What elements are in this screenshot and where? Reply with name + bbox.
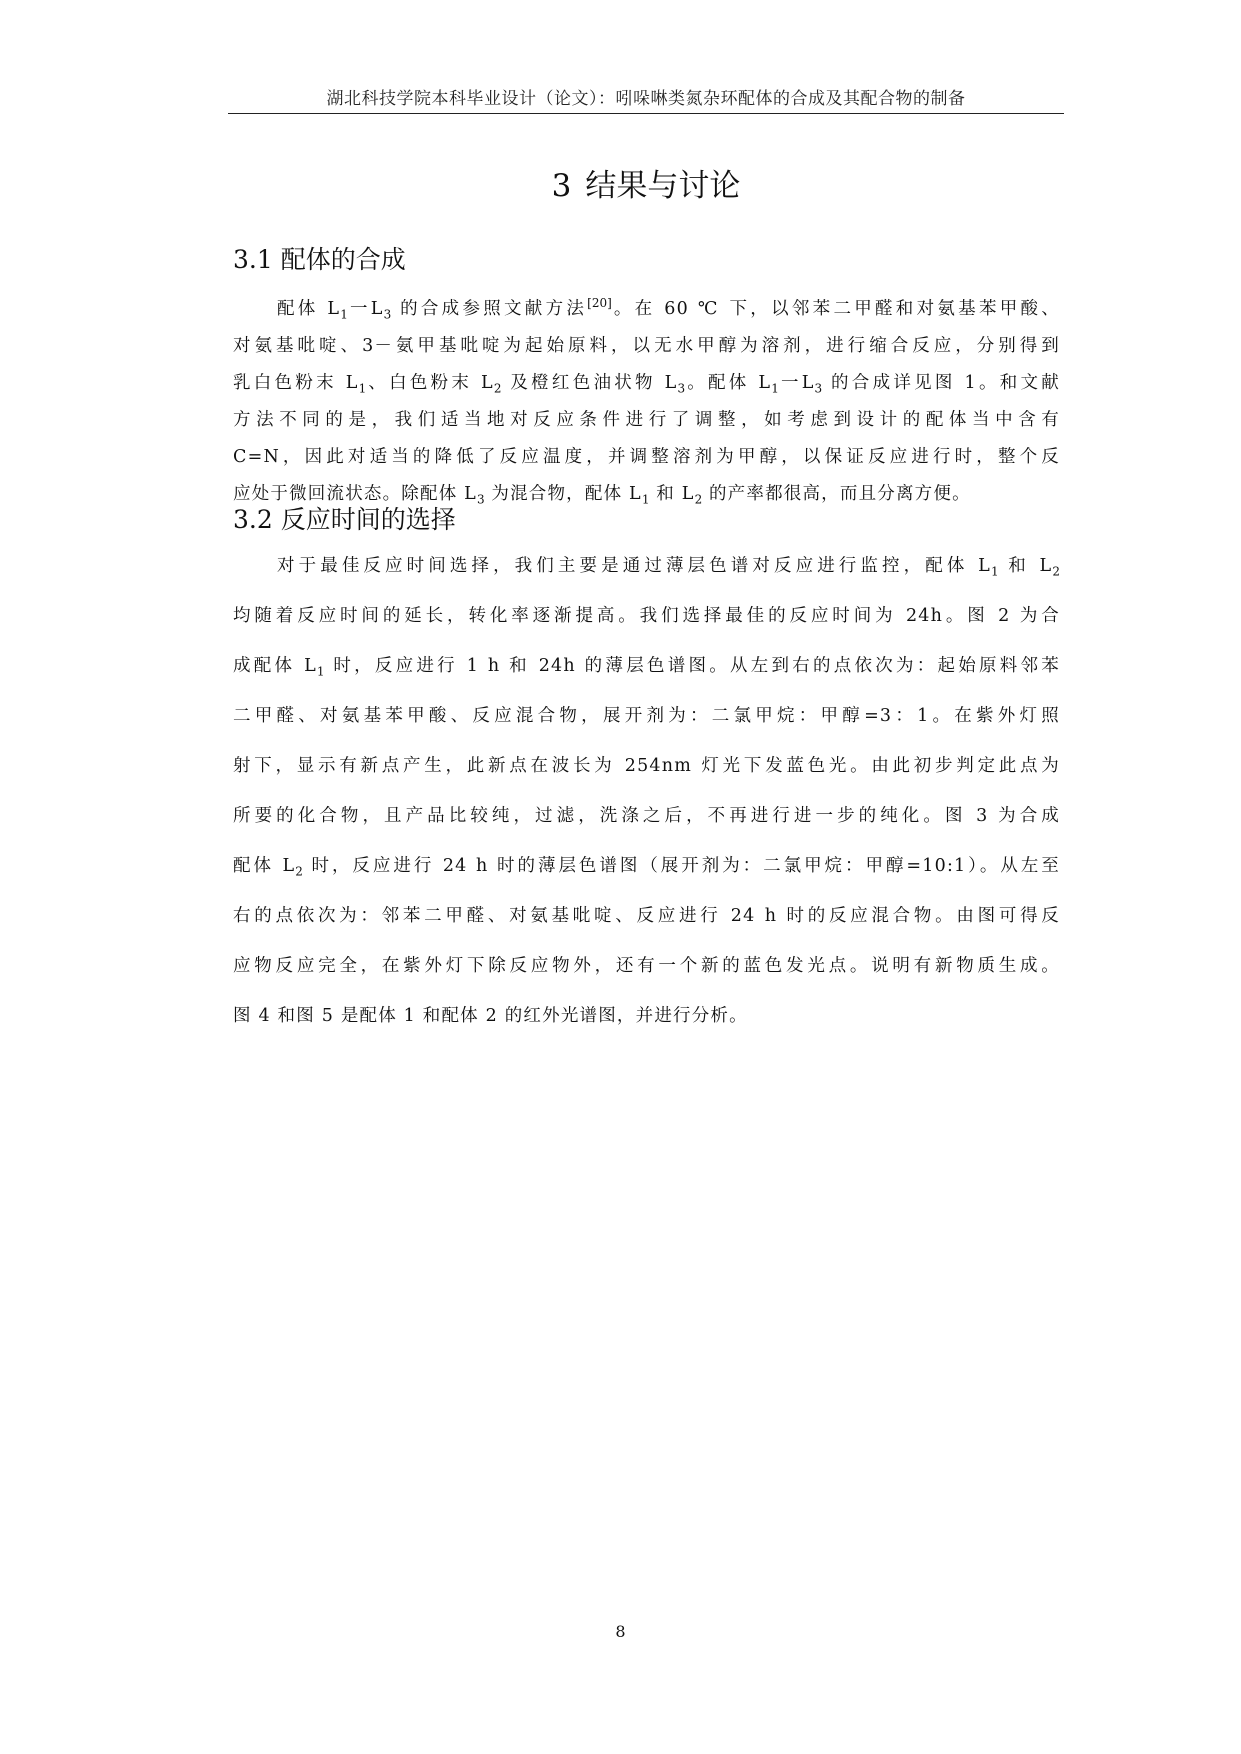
text-run: 二甲醛、对氨基苯甲酸、反应混合物，展开剂为：二氯甲烷：甲醇=3：1。在紫外灯照 bbox=[233, 706, 1060, 726]
ligand-subscript: 1 bbox=[316, 664, 325, 679]
paragraph-line bbox=[233, 791, 1060, 841]
text-run: 应处于微回流状态。除配体 L bbox=[233, 484, 477, 504]
text-run: 的合成参照文献方法 bbox=[391, 299, 588, 319]
text-run: 配体 L bbox=[277, 299, 341, 319]
citation-superscript: [20] bbox=[587, 296, 612, 311]
chapter-title bbox=[230, 160, 1062, 205]
paragraph-line bbox=[233, 439, 1060, 476]
paragraph-line bbox=[233, 365, 1060, 402]
paragraph-line bbox=[233, 591, 1060, 641]
ligand-subscript: 3 bbox=[677, 381, 686, 396]
section-3-2-paragraph bbox=[233, 541, 1060, 1041]
running-header: 湖北科技学院本科毕业设计（论文）：吲哚啉类氮杂环配体的合成及其配合物的制备 bbox=[326, 89, 966, 109]
text-run: 时，反应进行 1 h 和 24h 的薄层色谱图。从左到右的点依次为：起始原料邻苯 bbox=[324, 656, 1060, 676]
ligand-subscript: 1 bbox=[771, 381, 779, 396]
paragraph-line bbox=[233, 291, 1060, 328]
text-run: 时，反应进行 24 h 时的薄层色谱图（展开剂为：二氯甲烷：甲醇=10:1）。从左至 bbox=[302, 856, 1060, 876]
ligand-subscript: 2 bbox=[295, 864, 303, 879]
ligand-subscript: 1 bbox=[641, 492, 650, 507]
section-title-3-1: 3.1 配体的合成 bbox=[233, 245, 406, 274]
header-rule bbox=[228, 113, 1064, 114]
text-run: 应物反应完全，在紫外灯下除反应物外，还有一个新的蓝色发光点。说明有新物质生成。 bbox=[233, 956, 1060, 976]
text-run: 均随着反应时间的延长，转化率逐渐提高。我们选择最佳的反应时间为 24h。图 2 为合 bbox=[233, 606, 1060, 626]
text-run: 一L bbox=[778, 373, 815, 393]
text-run: 图 4 和图 5 是配体 1 和配体 2 的红外光谱图，并进行分析。 bbox=[233, 1006, 748, 1026]
paragraph-line bbox=[233, 841, 1060, 891]
paragraph-line bbox=[233, 541, 1060, 591]
ligand-subscript: 3 bbox=[814, 381, 823, 396]
text-run: 。配体 L bbox=[685, 373, 772, 393]
paragraph-line bbox=[233, 891, 1060, 941]
ligand-subscript: 3 bbox=[383, 307, 392, 322]
text-run: 所要的化合物，且产品比较纯，过滤，洗涤之后，不再进行进一步的纯化。图 3 为合成 bbox=[233, 806, 1060, 826]
text-run: 。在 60 ℃ 下，以邻苯二甲醛和对氨基苯甲酸、 bbox=[611, 299, 1061, 319]
chapter-title-text: 结果与讨论 bbox=[585, 168, 741, 204]
paragraph-line bbox=[233, 991, 1060, 1041]
text-run: 及橙红色油状物 L bbox=[501, 373, 678, 393]
ligand-subscript: 2 bbox=[493, 381, 502, 396]
text-run: 对于最佳反应时间选择，我们主要是通过薄层色谱对反应进行监控，配体 L bbox=[277, 556, 991, 576]
paragraph-line bbox=[233, 691, 1060, 741]
ligand-subscript: 2 bbox=[694, 492, 703, 507]
ligand-subscript: 1 bbox=[990, 564, 999, 579]
text-run: 、白色粉末 L bbox=[366, 373, 494, 393]
text-run: 为混合物，配体 L bbox=[484, 484, 642, 504]
text-run: 射下，显示有新点产生，此新点在波长为 254nm 灯光下发蓝色光。由此初步判定此点为 bbox=[233, 756, 1060, 776]
text-run: 配体 L bbox=[233, 856, 296, 876]
text-run: 对氨基吡啶、3－氨甲基吡啶为起始原料，以无水甲醇为溶剂，进行缩合反应，分别得到 bbox=[233, 336, 1060, 356]
ligand-subscript: 2 bbox=[1052, 564, 1061, 579]
ligand-subscript: 1 bbox=[340, 307, 348, 322]
text-run: 的合成详见图 1。和文献 bbox=[822, 373, 1061, 393]
text-run: 的产率都很高，而且分离方便。 bbox=[702, 484, 971, 504]
text-run: 和 L bbox=[998, 556, 1053, 576]
text-run: 乳白色粉末 L bbox=[233, 373, 359, 393]
text-run: 成配体 L bbox=[233, 656, 317, 676]
paragraph-line bbox=[233, 941, 1060, 991]
ligand-subscript: 1 bbox=[358, 381, 367, 396]
chapter-number: 3 bbox=[551, 168, 572, 204]
ligand-subscript: 3 bbox=[476, 492, 485, 507]
paragraph-line bbox=[233, 402, 1060, 439]
paragraph-line bbox=[233, 328, 1060, 365]
text-run: 一L bbox=[347, 299, 384, 319]
page-number: 8 bbox=[615, 1622, 626, 1641]
text-run: 右的点依次为：邻苯二甲醛、对氨基吡啶、反应进行 24 h 时的反应混合物。由图可得反 bbox=[233, 906, 1060, 926]
section-3-1-paragraph bbox=[233, 291, 1060, 513]
paragraph-line bbox=[233, 741, 1060, 791]
text-run: C=N，因此对适当的降低了反应温度，并调整溶剂为甲醇，以保证反应进行时，整个反 bbox=[233, 447, 1060, 467]
text-run: 和 L bbox=[649, 484, 695, 504]
paragraph-line bbox=[233, 641, 1060, 691]
text-run: 方法不同的是，我们适当地对反应条件进行了调整，如考虑到设计的配体当中含有 bbox=[233, 410, 1060, 430]
section-title-3-2: 3.2 反应时间的选择 bbox=[233, 505, 456, 534]
